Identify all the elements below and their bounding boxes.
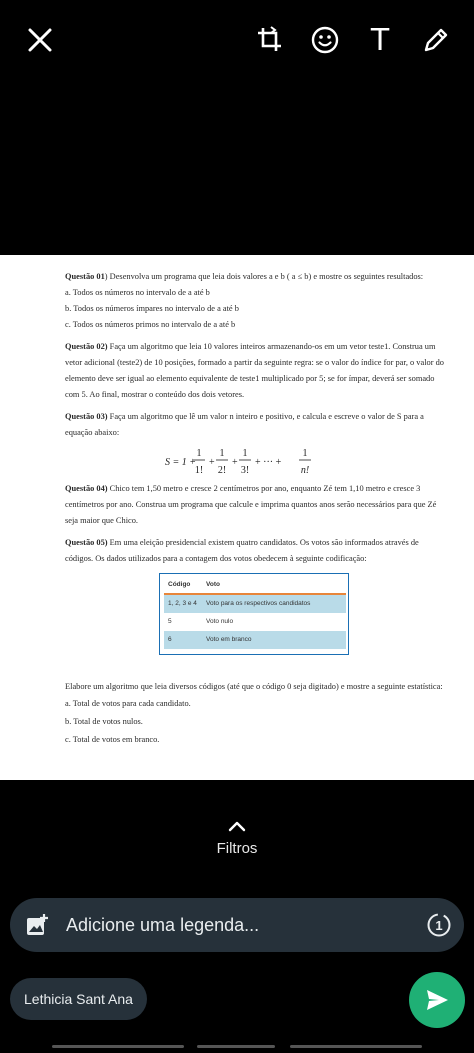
table-row	[164, 631, 346, 649]
add-media-icon[interactable]	[10, 913, 64, 937]
list-item: a. Total de votos para cada candidato.	[65, 699, 191, 708]
crop-rotate-icon[interactable]	[250, 20, 290, 60]
view-once-icon[interactable]	[414, 912, 464, 938]
document-page	[65, 269, 447, 748]
table-row	[164, 613, 346, 631]
formula-lhs: S = 1 +	[165, 457, 196, 468]
table-cell: Voto em branco	[206, 636, 252, 643]
formula-ellipsis: + ··· +	[255, 457, 282, 468]
pen-icon[interactable]	[416, 20, 456, 60]
question-2	[65, 339, 447, 403]
system-nav-bar	[0, 1040, 474, 1053]
question-3-text: Faça um algoritmo que lê um valor n inteiro e positivo, e calcula e escreve o valor de S para a equação abaixo:	[65, 412, 424, 437]
editor-toolbar	[0, 0, 474, 80]
caption-input[interactable]	[10, 898, 464, 952]
sum-formula	[65, 441, 447, 481]
question-5-after: Elabore um algoritmo que leia diversos códigos (até que o código 0 seja digitado) e mostre a seguinte estatística:	[65, 682, 443, 691]
question-1-label: Questão 01	[65, 272, 105, 281]
question-1-text: ) Desenvolva um programa que leia dois valores a e b ( a ≤ b) e mostre os seguintes resultados:	[104, 272, 424, 281]
formula-den-3: 3!	[240, 465, 250, 476]
send-button[interactable]	[409, 972, 465, 1028]
question-5-text: Em uma eleição presidencial existem quatro candidatos. Os votos são informados através de códigos. Os dados utilizados para a contagem dos votos obedecem à seguinte codificação:	[65, 538, 419, 563]
formula-den-2: 2!	[217, 465, 227, 476]
text-tool-icon[interactable]	[360, 20, 400, 60]
table-cell: 6	[168, 636, 172, 643]
formula-num-3: 1	[242, 448, 248, 459]
caption-placeholder[interactable]: Adicione uma legenda...	[66, 914, 260, 935]
table-cell: Voto para os respectivos candidatos	[206, 600, 311, 607]
question-4-text: Chico tem 1,50 metro e cresce 2 centímetros por ano, enquanto Zé tem 1,10 metro e cresce 3 centímetros por ano. Construa um programa que calcule e imprima quantos anos serão necessários para que Zé seja maior que Chico.	[65, 484, 437, 525]
filters-label: Filtros	[216, 840, 258, 857]
table-header-row	[164, 576, 346, 595]
recipient-chip[interactable]	[10, 978, 147, 1020]
vote-code-table	[159, 573, 349, 655]
question-3	[65, 409, 447, 441]
question-5-label: Questão 05)	[65, 538, 108, 547]
question-1	[65, 269, 447, 285]
list-item: c. Todos os números primos no intervalo de a até b	[65, 320, 236, 329]
table-cell: 1, 2, 3 e 4	[168, 600, 197, 607]
emoji-icon[interactable]	[305, 20, 345, 60]
table-cell: Voto nulo	[206, 618, 234, 625]
question-2-text: Faça um algoritmo que leia 10 valores inteiros armazenando-os em um vetor teste1. Construa um vetor adicional (teste2) de 10 posições, formado a partir da seguinte regra: se o valor do índice for par, o valor do elemento deve ser igual ao elemento equivalente de teste1 multiplicado por 5; se for ímpar, deverá ser somado com 5. Ao final, mostrar o conteúdo dos dois vetores.	[65, 342, 444, 399]
photo-preview	[0, 255, 474, 780]
table-row	[164, 595, 346, 613]
close-icon[interactable]	[20, 20, 60, 60]
recipient-name: Lethicia Sant Ana	[24, 991, 133, 1007]
formula-num-n: 1	[302, 448, 308, 459]
text-tool-label: T	[370, 22, 390, 58]
question-5	[65, 535, 447, 567]
table-header-cell: Código	[168, 580, 191, 588]
svg-text:+: +	[209, 457, 215, 468]
formula-num-2: 1	[219, 448, 225, 459]
question-2-label: Questão 02)	[65, 342, 108, 351]
question-4	[65, 481, 447, 529]
list-item: b. Todos os números ímpares no intervalo de a até b	[65, 304, 239, 313]
table-cell: 5	[168, 618, 172, 625]
formula-den-1: 1!	[194, 465, 204, 476]
formula-den-n: n!	[300, 465, 310, 476]
table-header-cell: Voto	[206, 580, 220, 588]
view-once-label: 1	[435, 918, 443, 933]
list-item: c. Total de votos em branco.	[65, 735, 160, 744]
filters-toggle[interactable]	[0, 820, 474, 880]
svg-text:+: +	[232, 457, 238, 468]
list-item: b. Total de votos nulos.	[65, 717, 143, 726]
list-item: a. Todos os números no intervalo de a até b	[65, 288, 210, 297]
chevron-up-icon	[228, 820, 246, 832]
question-4-label: Questão 04)	[65, 484, 108, 493]
send-icon	[424, 987, 450, 1013]
question-3-label: Questão 03)	[65, 412, 108, 421]
formula-num-1: 1	[196, 448, 202, 459]
